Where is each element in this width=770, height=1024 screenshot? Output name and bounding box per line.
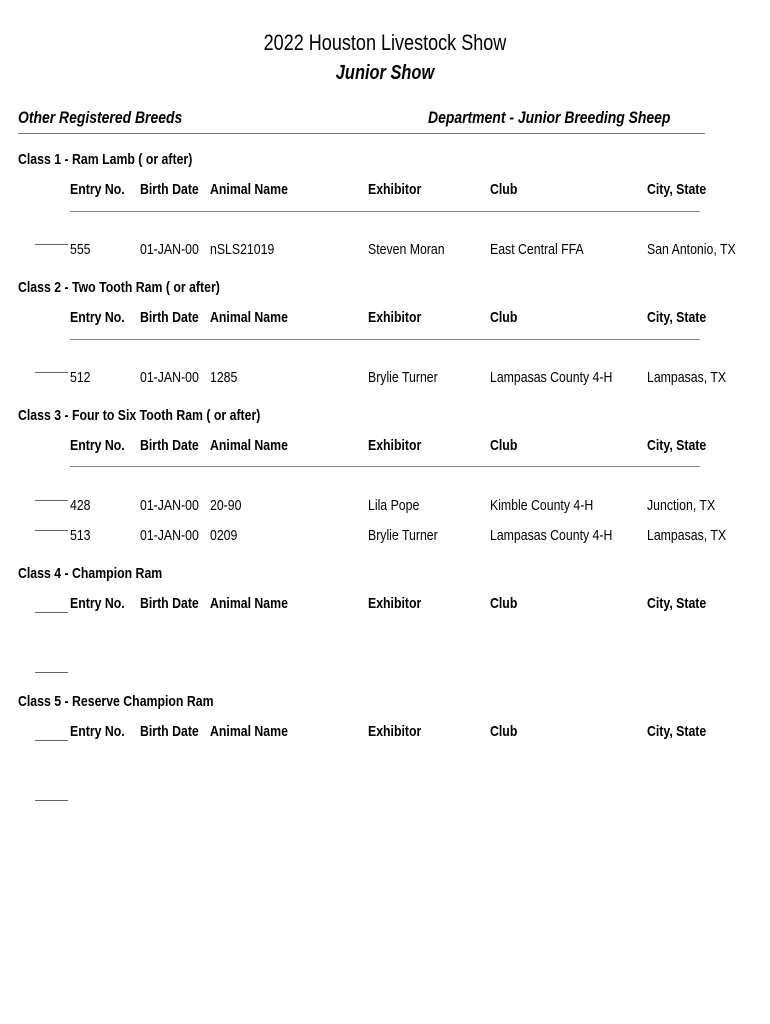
entry-number: 512	[70, 369, 91, 386]
col-club: Club	[490, 309, 518, 326]
birth-date: 01-JAN-00	[140, 241, 199, 258]
entry-number: 555	[70, 241, 91, 258]
club: East Central FFA	[490, 241, 584, 258]
birth-date: 01-JAN-00	[140, 527, 199, 544]
animal-name: 20-90	[210, 497, 242, 514]
col-entry-no: Entry No.	[70, 723, 125, 740]
class-4-title: Class 4 - Champion Ram	[18, 565, 163, 582]
header-rule	[70, 339, 700, 340]
col-exhibitor: Exhibitor	[368, 181, 422, 198]
col-exhibitor: Exhibitor	[368, 595, 422, 612]
class-2-title: Class 2 - Two Tooth Ram ( or after)	[18, 279, 220, 296]
col-birth-date: Birth Date	[140, 309, 199, 326]
col-birth-date: Birth Date	[140, 181, 199, 198]
col-exhibitor: Exhibitor	[368, 437, 422, 454]
col-entry-no: Entry No.	[70, 437, 125, 454]
class-3-title: Class 3 - Four to Six Tooth Ram ( or after)	[18, 407, 261, 424]
col-birth-date: Birth Date	[140, 437, 199, 454]
entry-blank-line	[35, 244, 68, 245]
col-animal-name: Animal Name	[210, 595, 288, 612]
entry-blank-line	[35, 672, 68, 673]
document-title: 2022 Houston Livestock Show	[263, 30, 507, 55]
entry-number: 513	[70, 527, 91, 544]
header-rule	[70, 466, 700, 467]
animal-name: nSLS21019	[210, 241, 275, 258]
animal-name: 1285	[210, 369, 238, 386]
col-entry-no: Entry No.	[70, 595, 125, 612]
col-entry-no: Entry No.	[70, 181, 125, 198]
header-rule	[70, 211, 700, 212]
col-animal-name: Animal Name	[210, 309, 288, 326]
department-heading: Department - Junior Breeding Sheep	[428, 108, 671, 127]
breed-heading: Other Registered Breeds	[18, 108, 183, 127]
heading-divider	[18, 133, 705, 134]
col-birth-date: Birth Date	[140, 723, 199, 740]
entry-number: 428	[70, 497, 91, 514]
col-city-state: City, State	[647, 595, 707, 612]
exhibitor: Lila Pope	[368, 497, 420, 514]
col-entry-no: Entry No.	[70, 309, 125, 326]
col-city-state: City, State	[647, 437, 707, 454]
entry-blank-line	[35, 372, 68, 373]
city-state: San Antonio, TX	[647, 241, 736, 258]
col-animal-name: Animal Name	[210, 181, 288, 198]
exhibitor: Steven Moran	[368, 241, 445, 258]
entry-blank-line	[35, 612, 68, 613]
col-club: Club	[490, 181, 518, 198]
birth-date: 01-JAN-00	[140, 497, 199, 514]
class-5-title: Class 5 - Reserve Champion Ram	[18, 693, 214, 710]
col-city-state: City, State	[647, 309, 707, 326]
col-city-state: City, State	[647, 181, 707, 198]
col-club: Club	[490, 723, 518, 740]
col-club: Club	[490, 595, 518, 612]
city-state: Junction, TX	[647, 497, 716, 514]
city-state: Lampasas, TX	[647, 527, 727, 544]
col-animal-name: Animal Name	[210, 437, 288, 454]
animal-name: 0209	[210, 527, 238, 544]
col-animal-name: Animal Name	[210, 723, 288, 740]
club: Lampasas County 4-H	[490, 527, 613, 544]
col-exhibitor: Exhibitor	[368, 723, 422, 740]
city-state: Lampasas, TX	[647, 369, 727, 386]
birth-date: 01-JAN-00	[140, 369, 199, 386]
entry-blank-line	[35, 500, 68, 501]
entry-blank-line	[35, 800, 68, 801]
col-birth-date: Birth Date	[140, 595, 199, 612]
class-1-title: Class 1 - Ram Lamb ( or after)	[18, 151, 193, 168]
document-subtitle: Junior Show	[335, 62, 435, 84]
entry-blank-line	[35, 740, 68, 741]
exhibitor: Brylie Turner	[368, 527, 438, 544]
col-exhibitor: Exhibitor	[368, 309, 422, 326]
entry-blank-line	[35, 530, 68, 531]
col-club: Club	[490, 437, 518, 454]
club: Kimble County 4-H	[490, 497, 594, 514]
col-city-state: City, State	[647, 723, 707, 740]
exhibitor: Brylie Turner	[368, 369, 438, 386]
club: Lampasas County 4-H	[490, 369, 613, 386]
